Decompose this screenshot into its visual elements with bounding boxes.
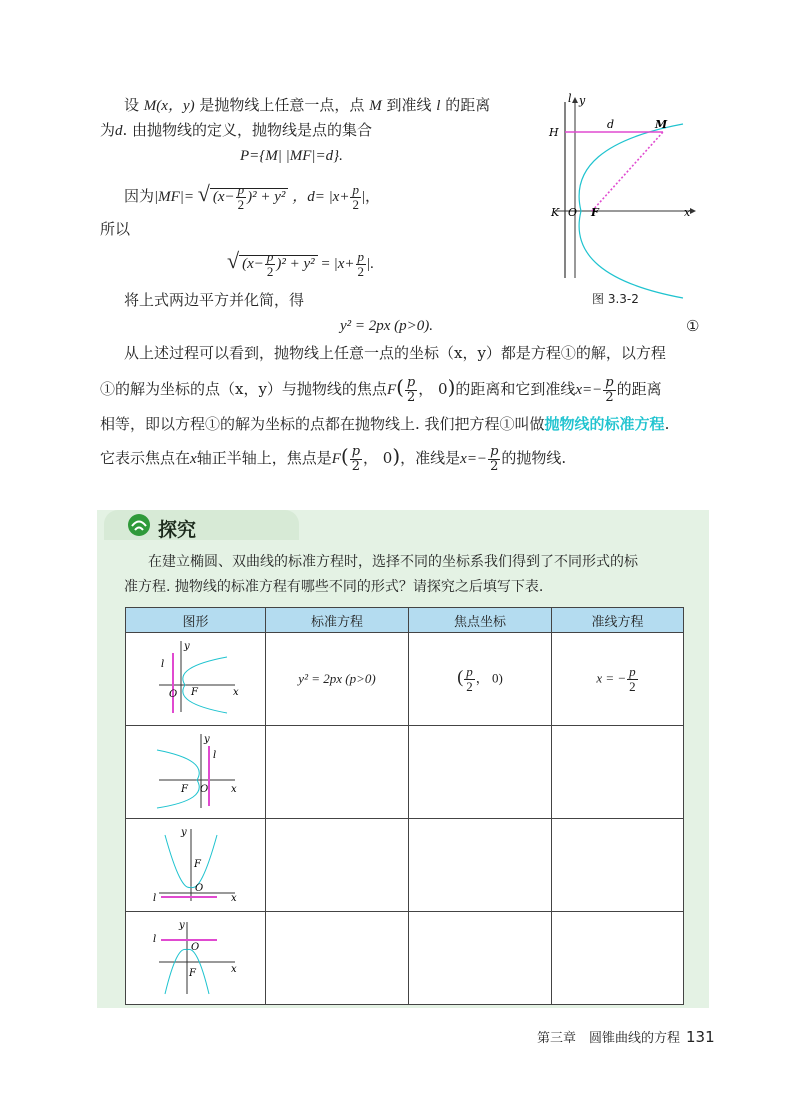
standard-equation-1: y² = 2px (p>0). <box>340 318 434 334</box>
explore-intro-1: 在建立椭圆、双曲线的标准方程时，选择不同的坐标系我们得到了不同形式的标 <box>148 554 638 570</box>
para-line-3: 相等，即以方程①的解为坐标的点都在抛物线上. 我们把方程①叫做抛物线的标准方程. <box>100 415 670 433</box>
svg-text:x: x <box>230 784 237 795</box>
para-line-2: ①的解为坐标的点（x，y）与抛物线的焦点F( $\frac{p}{2}$ ， 0)的距离和它到准线x=− $\frac{p}{2}$ 的距离 <box>100 374 662 405</box>
svg-text:x: x <box>232 687 239 698</box>
text-line-1: 设 M(x，y) 是抛物线上任意一点，点 M 到准线 l 的距离 <box>124 96 491 114</box>
label-l: l <box>568 92 572 105</box>
svg-text:O: O <box>199 784 208 795</box>
svg-text:F: F <box>193 859 201 870</box>
row2-focus-empty[interactable] <box>409 726 552 819</box>
distance-formula: 因为|MF|= √ (x− $\frac{p}{2}$ )² + y² ，d= |x+ $\frac{p}{2}$ |， <box>124 181 380 213</box>
equation-2: √ (x− $\frac{p}{2}$ )² + y² = |x+ $\frac{p}{2}$ |. <box>227 248 374 280</box>
row3-equation-empty[interactable] <box>266 819 409 912</box>
label-x: x <box>684 206 691 219</box>
figure-cell-up-opening <box>126 819 266 912</box>
svg-text:l: l <box>152 934 156 945</box>
header-equation: 标准方程 <box>266 608 409 633</box>
svg-text:l: l <box>152 893 156 903</box>
so-label: 所以 <box>100 220 131 238</box>
row3-directrix-empty[interactable] <box>552 819 684 912</box>
page-footer <box>537 1027 715 1046</box>
simplify-text: 将上式两边平方并化简，得 <box>124 291 305 309</box>
svg-text:l: l <box>160 659 164 670</box>
figure-cell-right-opening <box>126 633 266 726</box>
row3-focus-empty[interactable] <box>409 819 552 912</box>
figure-cell-left-opening <box>126 726 266 819</box>
table-row <box>126 633 684 726</box>
svg-text:F: F <box>180 784 188 795</box>
set-definition: P={M| |MF|=d}. <box>240 148 343 164</box>
svg-text:O: O <box>190 942 199 953</box>
row4-focus-empty[interactable] <box>409 912 552 1005</box>
table-row <box>126 726 684 819</box>
figure-cell-down-opening <box>126 912 266 1005</box>
label-O: O <box>568 206 578 219</box>
label-F: F <box>591 206 599 219</box>
label-M: M <box>655 118 668 131</box>
header-figure: 图形 <box>126 608 266 633</box>
parabola-forms-table <box>125 607 684 1005</box>
term-standard-equation: 抛物线的标准方程 <box>544 415 665 433</box>
explore-intro-2: 准方程. 抛物线的标准方程有哪些不同的形式？请探究之后填写下表. <box>124 579 544 595</box>
svg-text:O: O <box>194 883 203 894</box>
para-line-1: 从上述过程可以看到，抛物线上任意一点的坐标（x，y）都是方程①的解，以方程 <box>124 344 666 362</box>
row1-directrix: x = − $\frac{p}{2}$ <box>552 633 684 726</box>
svg-text:x: x <box>230 893 237 903</box>
header-focus: 焦点坐标 <box>409 608 552 633</box>
svg-text:y: y <box>178 920 185 931</box>
svg-text:y: y <box>203 734 210 745</box>
svg-text:l: l <box>212 750 216 761</box>
table-header-row <box>126 608 684 633</box>
row1-focus: ( $\frac{p}{2}$ ， 0) <box>409 633 552 726</box>
distance-mf-segment <box>592 132 663 211</box>
mini-parabola-up <box>151 823 241 903</box>
row4-directrix-empty[interactable] <box>552 912 684 1005</box>
label-y: y <box>579 94 586 107</box>
row2-equation-empty[interactable] <box>266 726 409 819</box>
svg-text:y: y <box>180 827 187 838</box>
table-row <box>126 819 684 912</box>
explore-icon <box>126 513 152 537</box>
table-row <box>126 912 684 1005</box>
row4-equation-empty[interactable] <box>266 912 409 1005</box>
explore-title: 探究 <box>158 519 197 541</box>
label-d: d <box>607 118 615 131</box>
header-directrix: 准线方程 <box>552 608 684 633</box>
parabola-figure <box>545 88 705 313</box>
mini-parabola-down <box>151 916 241 996</box>
row2-directrix-empty[interactable] <box>552 726 684 819</box>
svg-text:F: F <box>190 687 198 698</box>
equation-number: ① <box>686 317 700 335</box>
label-K: K <box>551 206 560 219</box>
svg-text:y: y <box>183 641 190 652</box>
figure-caption: 图 3.3-2 <box>592 292 639 306</box>
svg-text:F: F <box>188 968 196 979</box>
svg-text:x: x <box>230 964 237 975</box>
row1-equation: y² = 2px (p>0) <box>266 633 409 726</box>
text-line-2: 为d. 由抛物线的定义，抛物线是点的集合 <box>100 121 373 139</box>
svg-text:O: O <box>168 689 177 700</box>
mini-parabola-right <box>151 637 241 717</box>
para-line-4: 它表示焦点在x轴正半轴上，焦点是F( $\frac{p}{2}$ ， 0)，准线是x=− $\frac{p}{2}$ 的抛物线. <box>100 443 567 474</box>
label-H: H <box>549 126 559 139</box>
chapter-title: 第三章 圆锥曲线的方程 <box>537 1031 681 1046</box>
page-number: 131 <box>686 1028 715 1046</box>
mini-parabola-left <box>151 730 241 810</box>
